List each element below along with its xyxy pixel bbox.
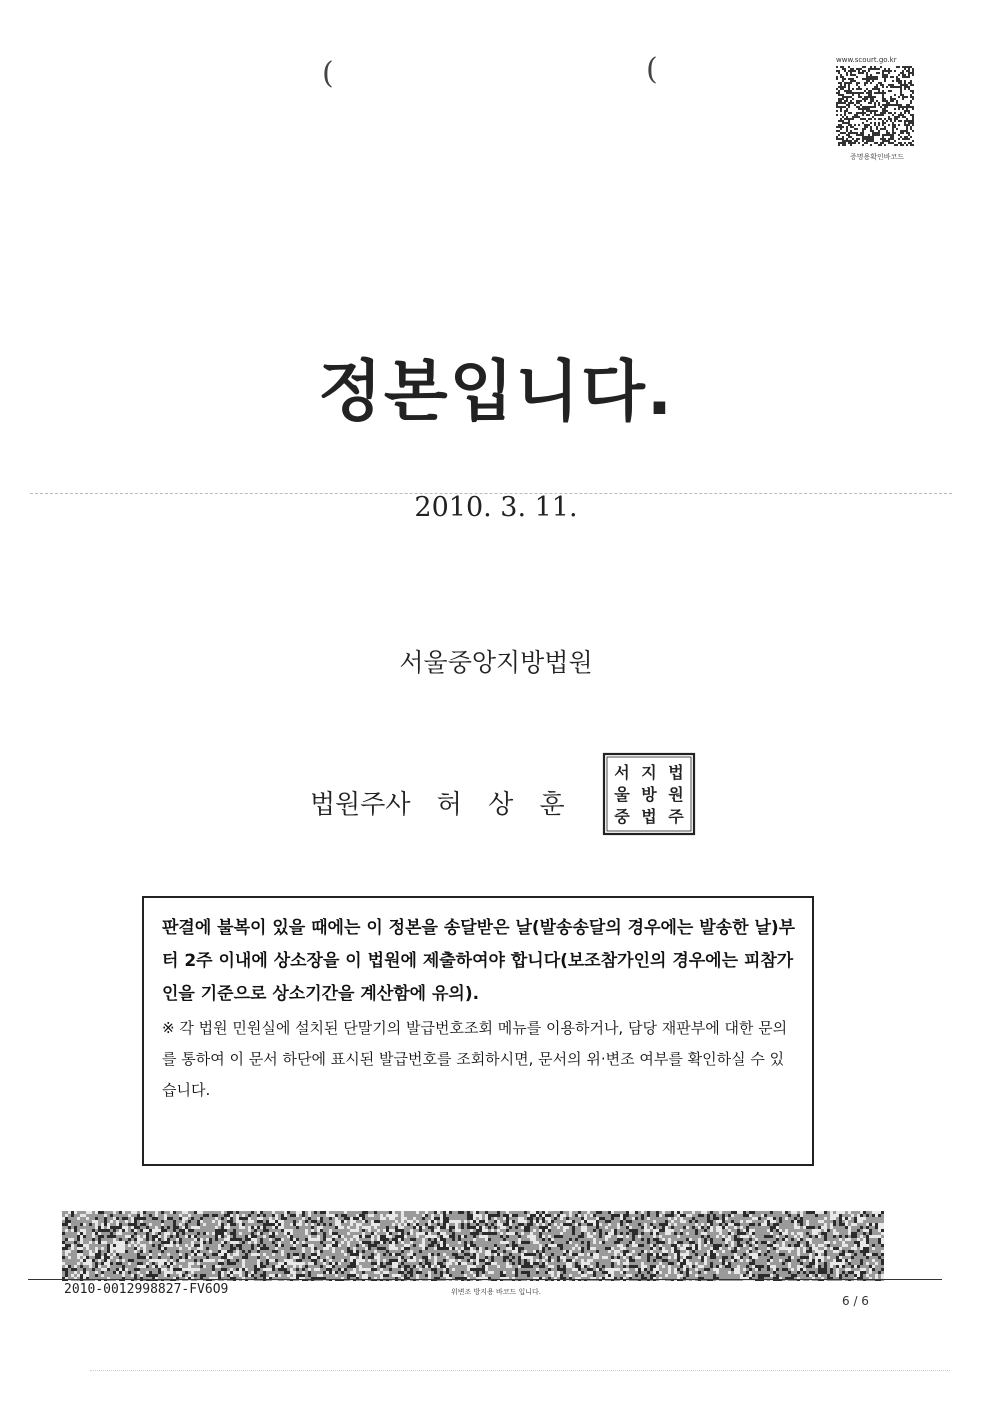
officer-name: 허 상 훈: [436, 790, 565, 820]
appeal-notice-text: 판결에 불복이 있을 때에는 이 정본을 송달받은 날(발송송달의 경우에는 발송한 날)부터 2주 이내에 상소장을 이 법원에 제출하여야 합니다(보조참가인의 경우에는 피참가인을 기준으로 상소기간을 계산함에 유의).: [162, 918, 796, 1004]
svg-text:서: 서: [614, 763, 630, 782]
svg-text:법: 법: [641, 807, 657, 826]
official-seal: [602, 752, 696, 836]
appeal-notice-box: [142, 896, 814, 1166]
issue-date: 2010. 3. 11.: [414, 492, 578, 523]
officer-title: 법원주사: [310, 790, 411, 820]
page-number: 6 / 6: [842, 1294, 869, 1308]
page-title: 정본입니다.: [318, 353, 674, 430]
svg-text:법: 법: [668, 763, 684, 782]
verification-code-block: [836, 56, 918, 162]
footer-rule: [28, 1279, 942, 1280]
qr-url: www.scourt.go.kr: [836, 56, 897, 64]
document-number: 2010-0012998827-FV6O9: [64, 1282, 229, 1297]
verification-notice-text: ※ 각 법원 민원실에 설치된 단말기의 발급번호조회 메뉴를 이용하거나, 담당 재판부에 대한 문의를 통하여 이 문서 하단에 표시된 발급번호를 조회하시면, 문서의 위·변조 여부를 확인하실 수 있습니다.: [162, 1019, 788, 1099]
punch-hole-right: (: [646, 52, 658, 87]
anti-forgery-barcode: [62, 1211, 884, 1281]
qr-code: [836, 66, 914, 146]
barcode-caption: 위변조 방지용 바코드 입니다.: [450, 1288, 542, 1296]
svg-text:중: 중: [614, 807, 630, 826]
bottom-dotted-line: [90, 1370, 950, 1371]
svg-text:방: 방: [641, 785, 657, 804]
svg-text:울: 울: [614, 785, 630, 804]
qr-caption: 증명용확인바코드: [849, 153, 905, 161]
svg-text:원: 원: [668, 785, 684, 804]
punch-hole-left: (: [322, 56, 334, 91]
court-name: 서울중앙지방법원: [399, 648, 593, 677]
svg-text:지: 지: [641, 763, 657, 782]
officer-line: [310, 784, 565, 821]
svg-text:주: 주: [668, 807, 684, 826]
